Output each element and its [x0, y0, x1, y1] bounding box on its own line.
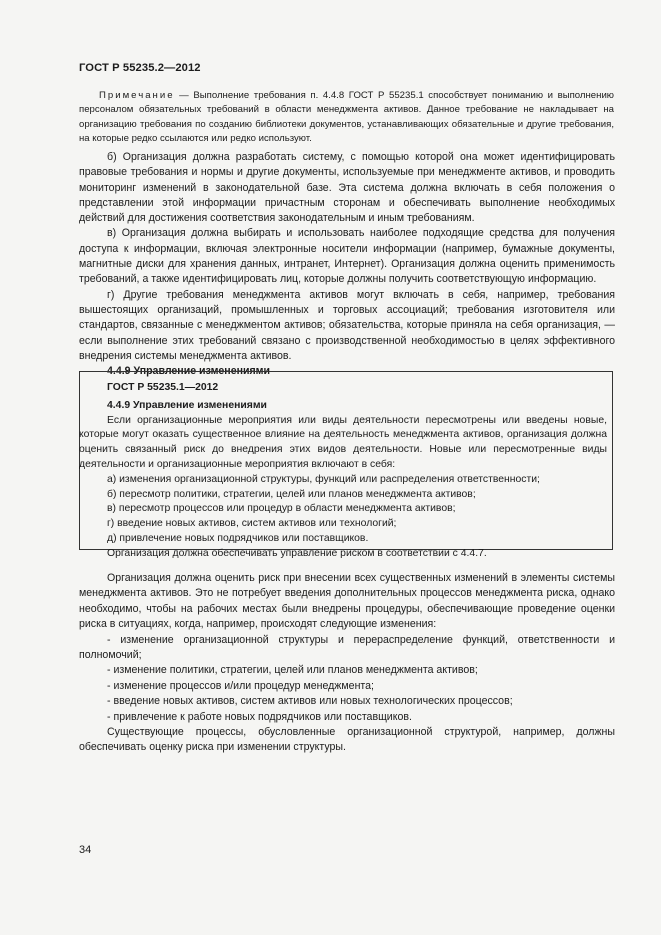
change-list-item: - изменение процессов и/или процедур менеджмента; — [107, 679, 374, 692]
risk-assessment-section — [79, 571, 615, 756]
body2-closing: Существующие процессы, обусловленные организационной структурой, например, должны обеспечивать оценку риска при изменении структуры. — [79, 726, 615, 754]
box-doc-code: ГОСТ Р 55235.1—2012 — [107, 382, 219, 393]
note-label: Примечание — [99, 90, 175, 101]
paragraph-b: б) Организация должна разработать систему, с помощью которой она может идентифицировать правовые требования и нормы и другие документы, используемые при менеджменте активов, и проводить мониторинг изменений в законодательной базе. Эта система должна включать в себя положения о представлении этой информации причастным сторонам и обеспечивать выполнение необходимых действий для достижения соответствия законодательным и иным требованиям. — [79, 151, 615, 225]
box-intro: Если организационные мероприятия или виды деятельности пересмотрены или введены новые, которые могут оказать существенное влияние на деятельность менеджмента активов, организация должна оценить связанный риск до внедрения этих видов деятельности. Новые или пересмотренные виды деятельности и организационные мероприятия включают в себя: — [79, 414, 607, 470]
section-heading: 4.4.9 Управление изменениями — [107, 365, 271, 378]
paragraph-g: г) Другие требования менеджмента активов могут включать в себя, например, требования вышестоящих организаций, промышленных и торговых ассоциаций; требования изготовителя или стандартов, связанные с менеджментом активов; обязательства, которые приняла на себя организация, — если выполнение этих требований связано с производственной необходимостью в целях эффективного внедрения системы менеджмента активов. — [79, 288, 615, 362]
note-block — [79, 89, 614, 147]
box-closing: Организация должна обеспечивать управление риском в соответствии с 4.4.7. — [107, 547, 487, 559]
box-heading: 4.4.9 Управление изменениями — [107, 399, 267, 411]
page-number: 34 — [79, 844, 92, 856]
document-header: ГОСТ Р 55235.2—2012 — [79, 62, 201, 74]
box-list-item: г) введение новых активов, систем активов или технологий; — [107, 518, 397, 530]
change-list-item: - введение новых активов, систем активов или новых технологических процессов; — [107, 695, 513, 708]
note-text: — Выполнение требования п. 4.4.8 ГОСТ Р 55235.1 способствует пониманию и выполнению персоналом обязательных требований в области менеджмента активов. Данное требование не накладывает на организацию требования по созданию библиотеки документов, устанавливающих обязательные и другие требования, на которые редко ссылаются или редко используют. — [79, 90, 614, 145]
quoted-standard-content — [79, 381, 607, 562]
box-list-item: в) пересмотр процессов или процедур в области менеджмента активов; — [107, 503, 456, 515]
paragraph-v: в) Организация должна выбирать и использовать наиболее подходящие средства для получения доступа к информации, включая электронные носители информации (например, бумажные документы, магнитные диски для хранения данных, интранет, Интернет). Организация должна оценить применимость требований, а также идентифицировать лиц, которые должны получить соответствующую информацию. — [79, 227, 615, 286]
change-list-item: - привлечение к работе новых подрядчиков или поставщиков. — [107, 710, 412, 723]
box-list-item: а) изменения организационной структуры, функций или распределения ответственности; — [107, 473, 540, 485]
change-list-item: - изменение организационной структуры и перераспределение функций, ответственности и полномочий; — [79, 633, 615, 662]
box-list-item: б) пересмотр политики, стратегии, целей или планов менеджмента активов; — [107, 488, 476, 500]
change-list-item: - изменение политики, стратегии, целей или планов менеджмента активов; — [107, 664, 478, 677]
body2-intro: Организация должна оценить риск при внесении всех существенных изменений в элементы системы менеджмента активов. Это не потребует введения дополнительных процессов менеджмента риска, однако необходимо, чтобы на рабочих местах были внедрены процедуры, обеспечивающие проведение оценки риска в ситуациях, когда, например, происходят следующие изменения: — [79, 572, 615, 631]
requirements-section — [79, 150, 615, 379]
box-list-item: д) привлечение новых подрядчиков или поставщиков. — [107, 532, 369, 544]
